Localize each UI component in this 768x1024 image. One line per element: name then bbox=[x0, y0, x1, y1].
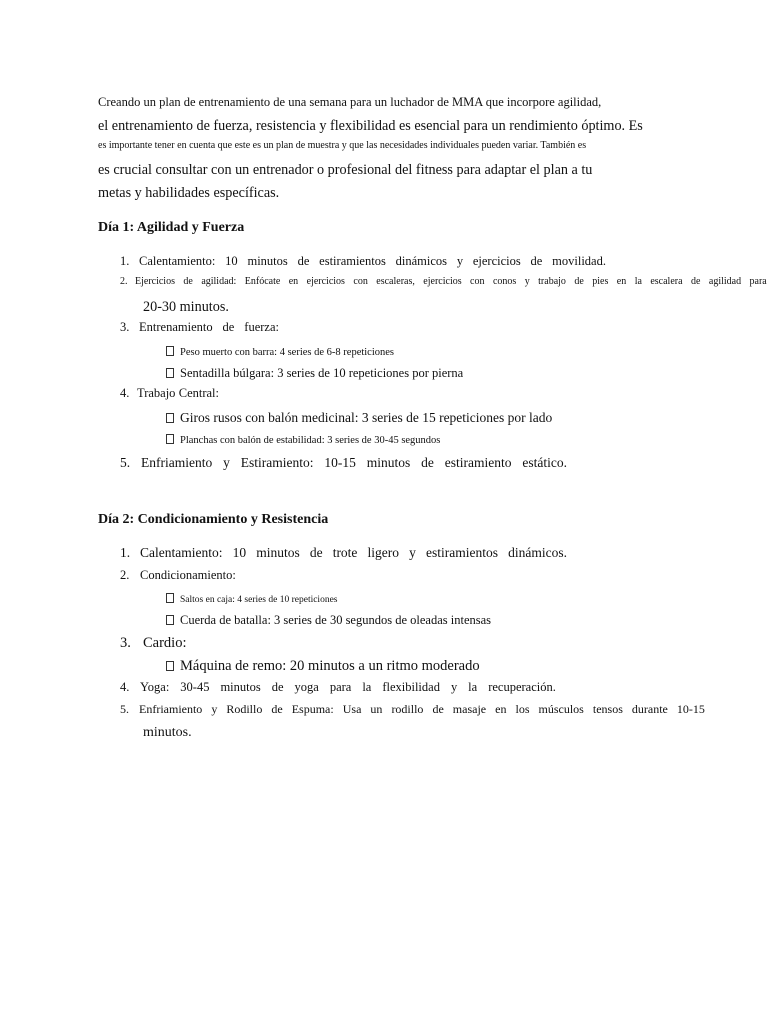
day1-item2-text-word: trabajo bbox=[538, 276, 566, 287]
day2-item1-text-word: de bbox=[309, 545, 323, 560]
day2-item4-text-word: la bbox=[468, 680, 478, 694]
day1-item2-text-word: agilidad: bbox=[201, 276, 237, 287]
day1-item2-text-word: ejercicios bbox=[306, 276, 345, 287]
day1-item3-text-word: fuerza: bbox=[244, 320, 279, 334]
checkbox-glyph-icon bbox=[166, 593, 174, 603]
day1-item1-number: 1. bbox=[120, 254, 130, 268]
day2-item5-text-word: los bbox=[515, 702, 530, 716]
day2-item1-text-word: y bbox=[409, 545, 416, 560]
day1-item1-text bbox=[139, 255, 606, 268]
day2-item4-text-word: para bbox=[329, 680, 352, 694]
day1-item4-sub1-text: Giros rusos con balón medicinal: 3 series de 15 repeticiones por lado bbox=[180, 410, 553, 425]
day2-heading: Día 2: Condicionamiento y Resistencia bbox=[98, 512, 329, 527]
day1-item1-text-word: estiramientos bbox=[319, 254, 386, 268]
day1-item4-sub1 bbox=[166, 411, 552, 425]
day2-item5-text-word: y bbox=[211, 702, 218, 716]
day2-item5-text-word: Espuma: bbox=[291, 702, 334, 716]
day1-item1-text-word: Calentamiento: bbox=[139, 254, 216, 268]
day1-item5-text-word: Estiramiento: bbox=[240, 455, 314, 470]
day1-item3-text-word: Entrenamiento bbox=[139, 320, 213, 334]
day2-item5-text-word: masaje bbox=[452, 702, 487, 716]
day2-item5-text-word: tensos bbox=[592, 702, 623, 716]
day1-item3-text-word: de bbox=[222, 320, 235, 334]
day2-item5-text-word: de bbox=[271, 702, 283, 716]
checkbox-glyph-icon bbox=[166, 346, 174, 356]
day1-item2-text-word: de bbox=[574, 276, 584, 287]
day1-item1-text-word: de bbox=[530, 254, 543, 268]
day2-item5-text-word: Rodillo bbox=[226, 702, 263, 716]
day1-item2-continuation: 20-30 minutos. bbox=[143, 299, 229, 315]
day2-item2-sub1 bbox=[166, 593, 338, 606]
day1-item4-sub2-text: Planchas con balón de estabilidad: 3 series de 30-45 segundos bbox=[180, 435, 441, 446]
day1-item3-sub2 bbox=[166, 367, 463, 380]
day1-heading: Día 1: Agilidad y Fuerza bbox=[98, 220, 245, 235]
day1-item1-text-word: dinámicos bbox=[395, 254, 448, 268]
day2-item5-continuation: minutos. bbox=[143, 725, 192, 740]
day2-item4-number: 4. bbox=[120, 680, 130, 694]
intro-line-4: es crucial consultar con un entrenador o profesional del fitness para adaptar el plan a tu bbox=[98, 162, 593, 178]
day1-item2-number: 2. bbox=[120, 276, 128, 287]
day1-item2-text-word: Enfócate bbox=[244, 276, 281, 287]
day1-item3-sub1-text: Peso muerto con barra: 4 series de 6-8 repeticiones bbox=[180, 347, 395, 358]
intro-line-5: metas y habilidades específicas. bbox=[98, 185, 280, 201]
day1-item4-text-word: Central: bbox=[178, 386, 219, 400]
day1-item2-text-word: para bbox=[749, 276, 767, 287]
day2-item5-text-word: durante bbox=[631, 702, 668, 716]
day2-item4-text-word: 30-45 bbox=[180, 680, 210, 694]
day2-item1-text-word: Calentamiento: bbox=[140, 545, 223, 560]
checkbox-glyph-icon bbox=[166, 413, 174, 423]
day1-item3-number: 3. bbox=[120, 320, 130, 334]
day1-item5-text-word: estiramiento bbox=[444, 455, 512, 470]
day1-item2-text-word: agilidad bbox=[708, 276, 742, 287]
day2-item5-text-word: Usa bbox=[342, 702, 362, 716]
day1-item2-text-word: ejercicios bbox=[423, 276, 462, 287]
day1-item1-text-word: y bbox=[456, 254, 464, 268]
day2-item3-text: Cardio: bbox=[143, 635, 187, 651]
day2-item5-number: 5. bbox=[120, 702, 129, 716]
day2-item2-text: Condicionamiento: bbox=[140, 568, 236, 582]
day2-item4-text-word: Yoga: bbox=[140, 680, 170, 694]
day2-item3-sub1-text: Máquina de remo: 20 minutos a un ritmo moderado bbox=[180, 658, 480, 674]
day2-item1-text-word: trote bbox=[332, 545, 358, 560]
day1-item2-text-word: de bbox=[690, 276, 701, 287]
day1-item5-number: 5. bbox=[120, 455, 131, 470]
checkbox-glyph-icon bbox=[166, 661, 174, 671]
day2-item2-sub2 bbox=[166, 614, 491, 627]
checkbox-glyph-icon bbox=[166, 368, 174, 378]
day2-item5-text-word: de bbox=[432, 702, 444, 716]
day1-item4-text-word: Trabajo bbox=[137, 386, 176, 400]
day1-item2-text-word: escalera bbox=[650, 276, 683, 287]
day2-item3-sub1 bbox=[166, 659, 480, 674]
day1-item3-sub1 bbox=[166, 346, 394, 359]
day1-item1-text-word: de bbox=[297, 254, 310, 268]
day1-item2-text-word: en bbox=[288, 276, 299, 287]
day1-item5-text-word: estático. bbox=[522, 455, 567, 470]
day1-item5-text-word: minutos bbox=[366, 455, 411, 470]
day2-item5-text-word: en bbox=[495, 702, 507, 716]
day2-item1-text-word: 10 bbox=[232, 545, 247, 560]
day1-item5-text-word: Enfriamiento bbox=[141, 455, 213, 470]
intro-line-1: Creando un plan de entrenamiento de una semana para un luchador de MMA que incorpore agilidad, bbox=[98, 95, 602, 109]
day1-item2-text-word: la bbox=[634, 276, 642, 287]
day2-item2-sub1-text: Saltos en caja: 4 series de 10 repeticiones bbox=[180, 595, 338, 605]
day1-item2-text bbox=[135, 277, 767, 287]
intro-line-2: el entrenamiento de fuerza, resistencia y flexibilidad es esencial para un rendimiento óptimo. Es bbox=[98, 118, 643, 134]
day1-item2-text-word: de bbox=[183, 276, 193, 287]
intro-line-3: es importante tener en cuenta que este es un plan de muestra y que las necesidades individuales pueden variar. También es bbox=[98, 140, 587, 151]
day2-item5-text-word: un bbox=[370, 702, 383, 716]
day2-item4-text-word: la bbox=[362, 680, 372, 694]
day1-item2-text-word: escaleras, bbox=[376, 276, 415, 287]
day1-item2-text-word: Ejercicios bbox=[135, 276, 175, 287]
day1-item3-text bbox=[139, 321, 279, 334]
day2-item5-text-word: Enfriamiento bbox=[139, 702, 203, 716]
day2-item4-text-word: de bbox=[271, 680, 284, 694]
day1-item5-text bbox=[141, 456, 567, 470]
day2-item4-text-word: y bbox=[450, 680, 458, 694]
day2-item1-text-word: estiramientos bbox=[426, 545, 498, 560]
day2-item4-text-word: recuperación. bbox=[488, 680, 556, 694]
day1-item2-text-word: en bbox=[616, 276, 627, 287]
day1-item4-number: 4. bbox=[120, 386, 130, 400]
day2-item5-text bbox=[139, 703, 705, 715]
day2-item5-text-word: rodillo bbox=[391, 702, 424, 716]
day1-item3-sub2-text: Sentadilla búlgara: 3 series de 10 repeticiones por pierna bbox=[180, 366, 464, 380]
day2-item2-sub2-text: Cuerda de batalla: 3 series de 30 segundos de oleadas intensas bbox=[180, 613, 492, 627]
day1-item1-text-word: minutos bbox=[247, 254, 288, 268]
checkbox-glyph-icon bbox=[166, 434, 174, 444]
day1-item4-text bbox=[137, 387, 219, 400]
day1-item5-text-word: y bbox=[223, 455, 230, 470]
day1-item5-text-word: de bbox=[421, 455, 434, 470]
checkbox-glyph-icon bbox=[166, 615, 174, 625]
day1-item2-text-word: con bbox=[470, 276, 485, 287]
day2-item1-text-word: dinámicos. bbox=[508, 545, 567, 560]
day2-item2-number: 2. bbox=[120, 568, 130, 582]
day1-item4-sub2 bbox=[166, 434, 440, 447]
day1-item1-text-word: ejercicios bbox=[472, 254, 521, 268]
day1-item2-text-word: y bbox=[524, 276, 530, 287]
day2-item4-text-word: flexibilidad bbox=[382, 680, 440, 694]
day2-item3-number: 3. bbox=[120, 635, 131, 651]
day2-item1-text bbox=[140, 546, 567, 560]
day1-item2-text-word: con bbox=[353, 276, 368, 287]
day2-item4-text bbox=[140, 681, 556, 694]
day2-item4-text-word: yoga bbox=[294, 680, 319, 694]
day2-item5-text-word: músculos bbox=[538, 702, 584, 716]
day1-item5-text-word: 10-15 bbox=[324, 455, 356, 470]
day2-item5-text-word: 10-15 bbox=[676, 702, 705, 716]
day1-item1-text-word: movilidad. bbox=[552, 254, 606, 268]
day2-item1-text-word: ligero bbox=[367, 545, 400, 560]
day2-item4-text-word: minutos bbox=[220, 680, 261, 694]
day2-item1-text-word: minutos bbox=[256, 545, 300, 560]
day1-item2-text-word: pies bbox=[592, 276, 609, 287]
day1-item1-text-word: 10 bbox=[225, 254, 238, 268]
day1-item2-text-word: conos bbox=[492, 276, 517, 287]
day2-item1-number: 1. bbox=[120, 545, 131, 560]
